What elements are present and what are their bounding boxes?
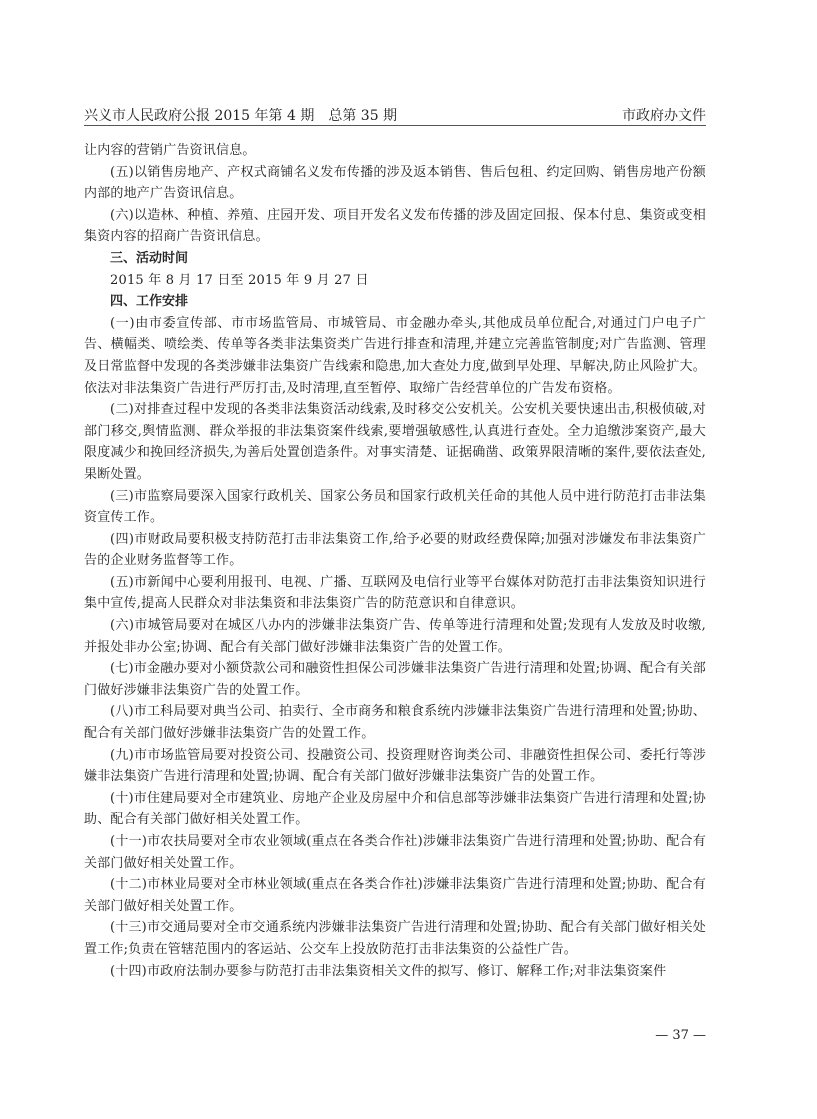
paragraph: (五)以销售房地产、产权式商铺名义发布传播的涉及返本销售、售后包租、约定回购、销售房地产份额内部的地产广告资讯信息。: [84, 164, 706, 202]
paragraph: (八)市工科局要对典当公司、拍卖行、全市商务和粮食系统内涉嫌非法集资广告进行清理和处置;协助、配合有关部门做好涉嫌非法集资广告的处置工作。: [84, 704, 706, 742]
paragraph: 2015 年 8 月 17 日至 2015 年 9 月 27 日: [110, 272, 369, 288]
paragraph: (十四)市政府法制办要参与防范打击非法集资相关文件的拟写、修订、解释工作;对非法集资案件: [110, 963, 667, 979]
section-title: 市政府办文件: [622, 108, 706, 124]
section-heading: 三、活动时间: [110, 250, 189, 266]
paragraph: (十三)市交通局要对全市交通系统内涉嫌非法集资广告进行清理和处置;协助、配合有关部门做好相关处置工作;负责在管辖范围内的客运站、公交车上投放防范打击非法集资的公益性广告。: [84, 920, 706, 957]
paragraph: (六)以造林、种植、养殖、庄园开发、项目开发名义发布传播的涉及固定回报、保本付息、集资或变相集资内容的招商广告资讯信息。: [84, 207, 706, 245]
paragraph: 让内容的营销广告资讯信息。: [84, 143, 256, 158]
paragraph: (十二)市林业局要对全市林业领域(重点在各类合作社)涉嫌非法集资广告进行清理和处置;协助、配合有关部门做好相关处置工作。: [84, 877, 706, 914]
running-header: [84, 99, 706, 126]
paragraph: (一)由市委宣传部、市市场监管局、市城管局、市金融办牵头,其他成员单位配合,对通过门户电子广告、横幅类、喷绘类、传单等各类非法集资类广告进行排查和清理,并建立完善监管制度;对广告监测、管理及日常监督中发现的各类涉嫌非法集资广告线索和隐患,加大查处力度,做到早处理、早解决,防止风险扩大。依法对非法集资广告进行严厉打击,及时清理,直至暂停、取缔广告经营单位的广告发布资格。: [84, 315, 706, 396]
paragraph: (十一)市农扶局要对全市农业领域(重点在各类合作社)涉嫌非法集资广告进行清理和处置;协助、配合有关部门做好相关处置工作。: [84, 834, 706, 871]
page-number: — 37 —: [655, 1028, 706, 1043]
paragraph: (六)市城管局要对在城区八办内的涉嫌非法集资广告、传单等进行清理和处置;发现有人发放及时收缴,并报处非办公室;协调、配合有关部门做好涉嫌非法集资广告的处置工作。: [84, 618, 706, 655]
paragraph: (七)市金融办要对小额贷款公司和融资性担保公司涉嫌非法集资广告进行清理和处置;协调、配合有关部门做好涉嫌非法集资广告的处置工作。: [84, 661, 706, 698]
paragraph: (十)市住建局要对全市建筑业、房地产企业及房屋中介和信息部等涉嫌非法集资广告进行清理和处置;协助、配合有关部门做好相关处置工作。: [84, 790, 706, 828]
paragraph: (三)市监察局要深入国家行政机关、国家公务员和国家行政机关任命的其他人员中进行防范打击非法集资宣传工作。: [84, 488, 706, 526]
paragraph: (二)对排查过程中发现的各类非法集资活动线索,及时移交公安机关。公安机关要快速出击,积极侦破,对部门移交,舆情监测、群众举报的非法集资案件线索,要增强敏感性,认真进行查处。全力追缴涉案资产,最大限度减少和挽回经济损失,为善后处置创造条件。对事实清楚、证据确凿、政策界限清晰的案件,要依法查处,果断处置。: [84, 402, 706, 482]
paragraph: (四)市财政局要积极支持防范打击非法集资工作,给予必要的财政经费保障;加强对涉嫌发布非法集资广告的企业财务监督等工作。: [84, 531, 706, 569]
paragraph: (五)市新闻中心要利用报刊、电视、广播、互联网及电信行业等平台媒体对防范打击非法集资知识进行集中宣传,提高人民群众对非法集资和非法集资广告的防范意识和自律意识。: [84, 574, 706, 612]
section-heading: 四、工作安排: [110, 294, 189, 310]
document-body: [84, 140, 706, 982]
paragraph: (九)市市场监管局要对投资公司、投融资公司、投资理财咨询类公司、非融资性担保公司、委托行等涉嫌非法集资广告进行清理和处置;协调、配合有关部门做好涉嫌非法集资广告的处置工作。: [84, 747, 706, 785]
publication-title: 兴义市人民政府公报 2015 年第 4 期 总第 35 期: [84, 108, 398, 124]
